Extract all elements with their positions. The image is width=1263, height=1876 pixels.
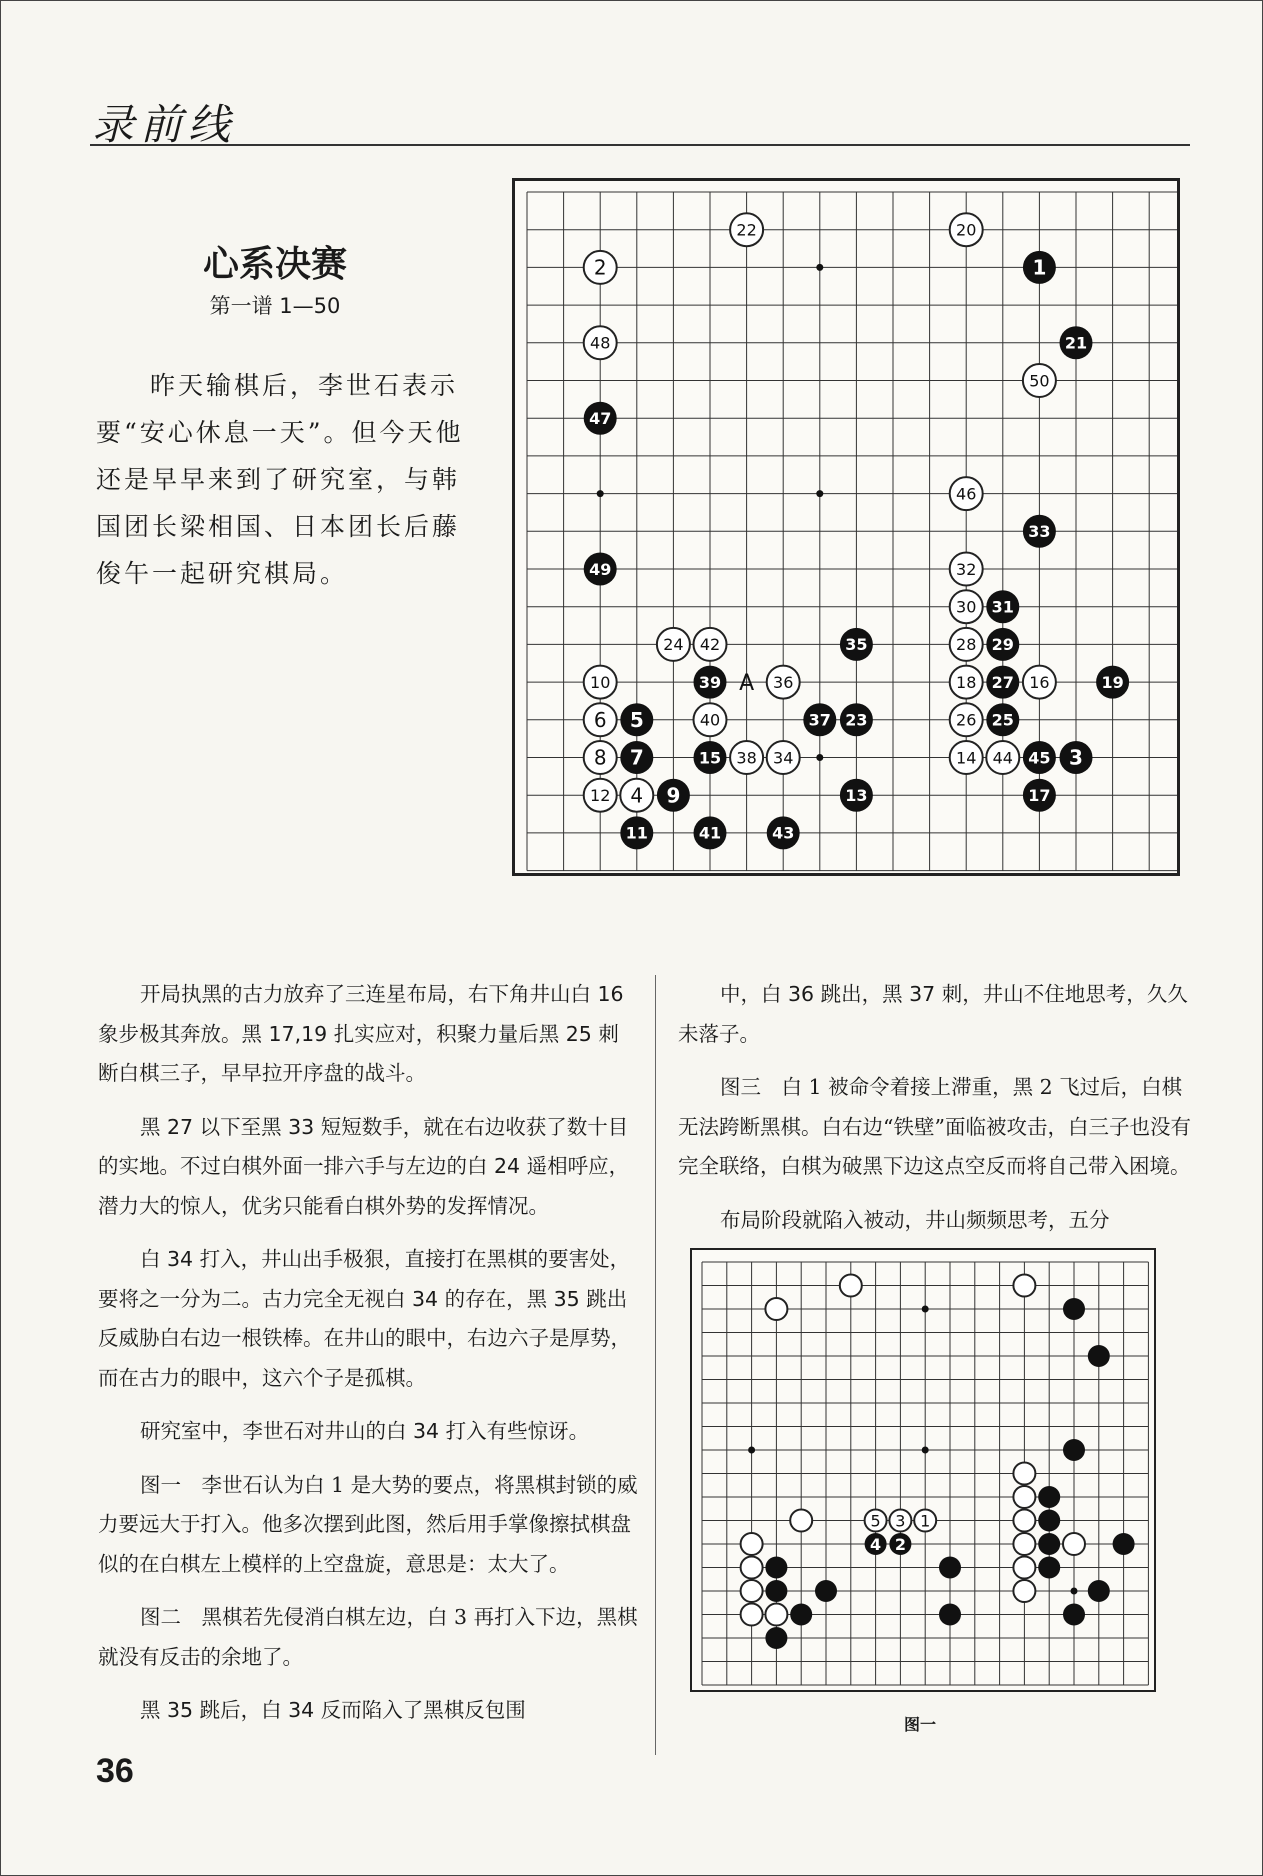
black-stone <box>840 628 873 661</box>
white-stone <box>840 1275 862 1297</box>
article-title: 心系决赛 <box>202 244 347 285</box>
black-stone <box>767 816 800 849</box>
white-stone <box>1013 1580 1035 1602</box>
white-stone <box>1013 1486 1035 1508</box>
right-column <box>678 975 1198 1254</box>
white-stone <box>1063 1533 1085 1555</box>
stone-number: 47 <box>589 408 612 428</box>
white-stone <box>950 666 983 699</box>
stone-number: 11 <box>625 823 648 843</box>
black-stone <box>986 666 1019 699</box>
black-stone <box>765 1557 787 1579</box>
white-stone <box>694 628 727 661</box>
white-stone <box>950 477 983 510</box>
stone-number: 45 <box>1028 748 1051 768</box>
stone-number: 14 <box>956 748 977 768</box>
white-stone <box>1013 1463 1035 1485</box>
stone-number: 2 <box>894 1534 906 1554</box>
body-paragraph: 黑 35 跳后，白 34 反而陷入了黑棋反包围 <box>140 1698 526 1722</box>
header-rule <box>90 144 1190 146</box>
black-stone <box>1023 515 1056 548</box>
figure-note: 图一 李世石认为白 1 是大势的要点，将黑棋封锁的威力要远大于打入。他多次摆到此图，然后用手掌像擦拭棋盘似的在白棋左上模样的上空盘旋，意思是：太大了。 <box>98 1472 638 1576</box>
figure1-go-board-svg <box>692 1250 1154 1690</box>
black-stone <box>1038 1557 1060 1579</box>
white-stone <box>986 741 1019 774</box>
stone-number: 43 <box>772 823 795 843</box>
page-number: 36 <box>96 1752 134 1790</box>
black-stone <box>765 1580 787 1602</box>
stone-number: 2 <box>593 255 607 280</box>
main-go-board-svg <box>515 181 1177 873</box>
black-stone <box>840 779 873 812</box>
main-go-board <box>512 178 1180 876</box>
black-stone <box>815 1580 837 1602</box>
white-stone <box>914 1510 936 1532</box>
figure-note: 图二 黑棋若先侵消白棋左边，白 3 再打入下边，黑棋就没有反击的余地了。 <box>98 1605 638 1669</box>
black-stone <box>765 1627 787 1649</box>
black-stone <box>790 1604 812 1626</box>
black-stone <box>694 816 727 849</box>
black-stone <box>584 553 617 586</box>
white-stone <box>1023 666 1056 699</box>
black-stone <box>1023 779 1056 812</box>
stone-number: 34 <box>773 748 794 768</box>
stone-number: 29 <box>991 635 1014 655</box>
white-stone <box>741 1557 763 1579</box>
white-stone <box>767 666 800 699</box>
star-point <box>816 490 823 497</box>
white-stone <box>584 251 617 284</box>
stone-number: 12 <box>590 785 611 805</box>
white-stone <box>584 703 617 736</box>
star-point <box>922 1447 929 1454</box>
stone-number: 28 <box>956 635 977 655</box>
stone-number: 9 <box>666 783 681 808</box>
white-stone <box>765 1604 787 1626</box>
black-stone <box>1088 1580 1110 1602</box>
white-stone <box>584 326 617 359</box>
white-stone <box>741 1533 763 1555</box>
white-stone <box>950 741 983 774</box>
white-stone <box>741 1604 763 1626</box>
black-stone <box>865 1533 887 1555</box>
stone-number: 42 <box>699 635 721 655</box>
white-stone <box>950 213 983 246</box>
black-stone <box>986 703 1019 736</box>
stone-number: 49 <box>589 559 612 579</box>
article-subtitle: 第一谱 1—50 <box>209 294 341 318</box>
white-stone <box>584 741 617 774</box>
stone-number: 44 <box>992 748 1013 768</box>
stone-number: 17 <box>1028 785 1051 805</box>
black-stone <box>620 741 653 774</box>
black-stone <box>1063 1298 1085 1320</box>
stone-number: 40 <box>699 710 721 730</box>
black-stone <box>584 402 617 435</box>
figure1-go-board <box>690 1248 1156 1692</box>
stone-number: 27 <box>991 672 1014 692</box>
figure1-caption: 图一 <box>903 1715 936 1734</box>
stone-number: 23 <box>845 710 868 730</box>
white-stone <box>730 213 763 246</box>
black-stone <box>939 1557 961 1579</box>
black-stone <box>620 703 653 736</box>
star-point <box>922 1306 929 1313</box>
stone-number: 41 <box>698 823 722 843</box>
white-stone <box>950 590 983 623</box>
stone-number: 21 <box>1064 333 1088 353</box>
black-stone <box>889 1533 911 1555</box>
body-paragraph: 黑 27 以下至黑 33 短短数手，就在右边收获了数十目的实地。不过白棋外面一排六手与左边的白 24 遥相呼应，潜力大的惊人，优劣只能看白棋外势的发挥情况。 <box>98 1114 630 1218</box>
stone-number: 4 <box>630 783 644 808</box>
black-stone <box>1023 741 1056 774</box>
black-stone <box>1023 251 1056 284</box>
star-point <box>816 754 823 761</box>
stone-number: 13 <box>845 785 868 805</box>
intro-text <box>96 362 468 597</box>
white-stone <box>657 628 690 661</box>
stone-number: 19 <box>1101 672 1124 692</box>
stone-number: 16 <box>1029 672 1050 692</box>
black-stone <box>694 741 727 774</box>
black-stone <box>986 590 1019 623</box>
black-stone <box>1038 1510 1060 1532</box>
black-stone <box>1060 326 1093 359</box>
intro-paragraph: 昨天输棋后，李世石表示要“安心休息一天”。但今天他还是早早来到了研究室，与韩国团长梁相国、日本团长后藤俊午一起研究棋局。 <box>96 371 464 588</box>
stone-number: 26 <box>956 710 977 730</box>
stone-number: 32 <box>956 559 977 579</box>
body-paragraph: 研究室中，李世石对井山的白 34 打入有些惊讶。 <box>140 1419 590 1443</box>
white-stone <box>694 703 727 736</box>
stone-number: 3 <box>1069 745 1083 770</box>
white-stone <box>865 1510 887 1532</box>
black-stone <box>803 703 836 736</box>
figure-note: 图三 白 1 被命令着接上滞重，黑 2 飞过后，白棋无法跨断黑棋。白右边“铁壁”面临被攻击，白三子也没有完全联络，白棋为破黑下边这点空反而将自己带入困境。 <box>678 1075 1191 1178</box>
black-stone <box>694 666 727 699</box>
white-stone <box>950 628 983 661</box>
column-divider <box>655 975 656 1755</box>
stone-number: 48 <box>590 333 611 353</box>
running-head: 录前线 <box>92 100 237 149</box>
white-stone <box>584 779 617 812</box>
stone-number: 22 <box>736 220 757 240</box>
white-stone <box>950 553 983 586</box>
body-paragraph: 中，白 36 跳出，黑 37 刺，井山不住地思考，久久未落子。 <box>678 982 1188 1046</box>
white-stone <box>790 1510 812 1532</box>
white-stone <box>1013 1533 1035 1555</box>
white-stone <box>1013 1510 1035 1532</box>
black-stone <box>986 628 1019 661</box>
stone-number: 30 <box>956 597 977 617</box>
stone-number: 8 <box>593 745 607 770</box>
stone-number: 15 <box>698 748 722 768</box>
black-stone <box>1088 1345 1110 1367</box>
white-stone <box>730 741 763 774</box>
stone-number: 20 <box>956 220 977 240</box>
black-stone <box>1038 1533 1060 1555</box>
stone-number: 3 <box>895 1511 906 1531</box>
body-paragraph: 开局执黑的古力放弃了三连星布局，右下角井山白 16 象步极其奔放。黑 17,19 扎实应对，积聚力量后黑 25 刺断白棋三子，早早拉开序盘的战斗。 <box>98 982 624 1085</box>
black-stone <box>939 1604 961 1626</box>
stone-number: 37 <box>808 710 831 730</box>
stone-number: 35 <box>845 635 868 655</box>
stone-number: 1 <box>1032 255 1047 280</box>
black-stone <box>620 816 653 849</box>
body-paragraph: 白 34 打入，井山出手极狠，直接打在黑棋的要害处，要将之一分为二。古力完全无视白 34 的存在，黑 35 跳出反威胁白右边一根铁棒。在井山的眼中，右边六子是厚势，而在古力的眼中，这六个子是孤棋。 <box>98 1247 631 1390</box>
white-stone <box>765 1298 787 1320</box>
white-stone <box>1013 1557 1035 1579</box>
stone-number: 24 <box>663 635 684 655</box>
white-stone <box>741 1580 763 1602</box>
black-stone <box>840 703 873 736</box>
stone-number: 4 <box>870 1534 882 1554</box>
stone-number: 36 <box>773 672 794 692</box>
black-stone <box>1113 1533 1135 1555</box>
stone-number: 1 <box>920 1511 931 1531</box>
white-stone <box>620 779 653 812</box>
black-stone <box>1038 1486 1060 1508</box>
white-stone <box>889 1510 911 1532</box>
stone-number: 18 <box>956 672 977 692</box>
star-point <box>1071 1588 1078 1595</box>
star-point <box>816 264 823 271</box>
stone-number: 38 <box>736 748 757 768</box>
black-stone <box>1060 741 1093 774</box>
stone-number: 46 <box>956 484 977 504</box>
black-stone <box>657 779 690 812</box>
body-paragraph: 布局阶段就陷入被动，井山频频思考，五分 <box>720 1207 1110 1232</box>
stone-number: 10 <box>590 672 611 692</box>
black-stone <box>1096 666 1129 699</box>
stone-number: 7 <box>629 745 644 770</box>
white-stone <box>1023 364 1056 397</box>
white-stone <box>1013 1275 1035 1297</box>
stone-number: 31 <box>991 597 1014 617</box>
star-point <box>748 1447 755 1454</box>
stone-number: 50 <box>1029 371 1050 391</box>
stone-number: 33 <box>1028 522 1051 542</box>
stone-number: 5 <box>629 708 644 732</box>
stone-number: 6 <box>593 708 607 732</box>
black-stone <box>1063 1439 1085 1461</box>
star-point <box>597 490 604 497</box>
point-label-a: A <box>739 671 755 697</box>
stone-number: 5 <box>870 1511 881 1531</box>
stone-number: 25 <box>991 710 1014 730</box>
left-column <box>98 975 638 1745</box>
white-stone <box>584 666 617 699</box>
stone-number: 39 <box>698 672 722 692</box>
black-stone <box>1063 1604 1085 1626</box>
white-stone <box>767 741 800 774</box>
white-stone <box>950 703 983 736</box>
